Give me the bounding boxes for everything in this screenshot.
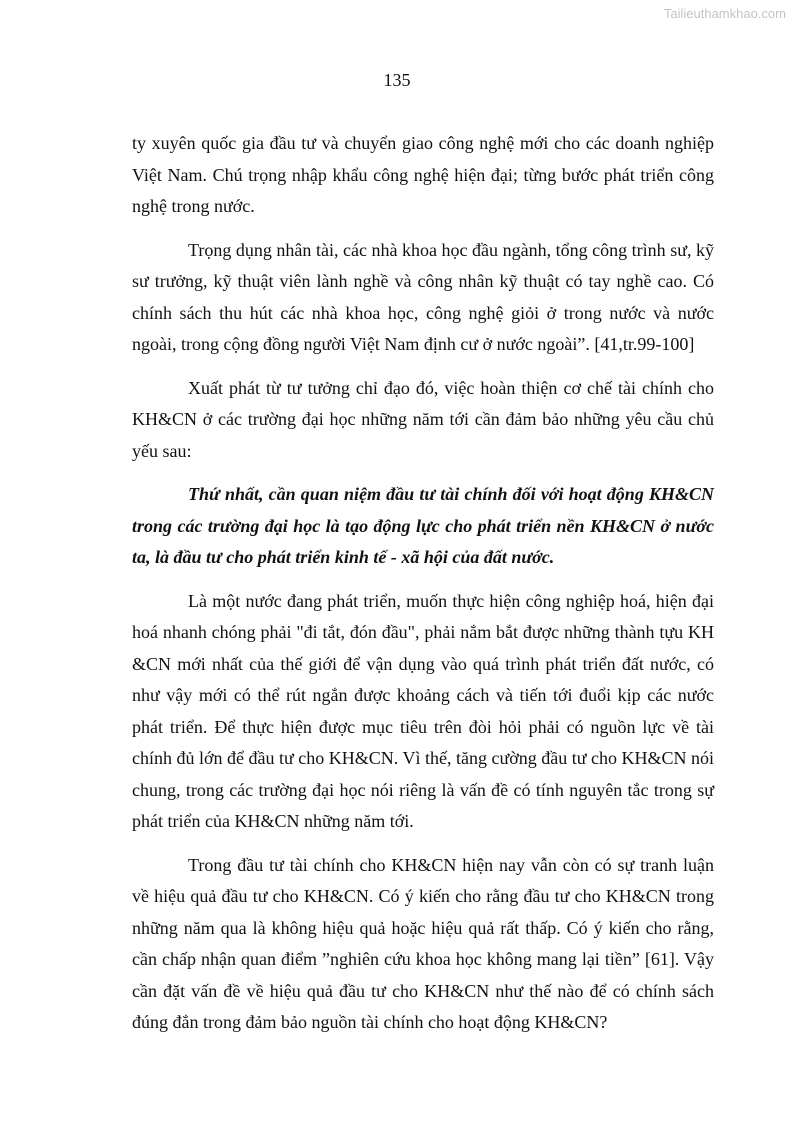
paragraph-body: Là một nước đang phát triển, muốn thực hiện công nghiệp hoá, hiện đại hoá nhanh chóng phải "đi tắt, đón đầu", phải nắm bắt được những thành tựu KH &CN mới nhất của thế giới để vận dụng vào quá trình phát triển đất nước, có như vậy mới có thể rút ngắn được khoảng cách và tiến tới đuổi kịp các nước phát triển. Để thực hiện được mục tiêu trên đòi hỏi phải có nguồn lực về tài chính đủ lớn để đầu tư cho KH&CN. Vì thế, tăng cường đầu tư cho KH&CN nói chung, trong các trường đại học nói riêng là vấn đề có tính nguyên tắc trong sự phát triển của KH&CN những năm tới. — [132, 590, 714, 831]
paragraph-intro: Xuất phát từ tư tưởng chỉ đạo đó, việc hoàn thiện cơ chế tài chính cho KH&CN ở các trường đại học những năm tới cần đảm bảo những yêu cầu chủ yếu sau: — [132, 377, 714, 461]
paragraph-body: Trong đầu tư tài chính cho KH&CN hiện nay vẫn còn có sự tranh luận về hiệu quả đầu tư cho KH&CN. Có ý kiến cho rằng đầu tư cho KH&CN trong những năm qua là không hiệu quả hoặc hiệu quả rất thấp. Có ý kiến cho rằng, cần chấp nhận quan điểm ”nghiên cứu khoa học không mang lại tiền” [61]. Vậy cần đặt vấn đề về hiệu quả đầu tư cho KH&CN như thế nào để có chính sách đúng đắn trong đảm bảo nguồn tài chính cho hoạt động KH&CN? — [132, 854, 714, 1032]
emphasis-heading: Thứ nhất, cần quan niệm đầu tư tài chính đối với hoạt động KH&CN trong các trường đại học là tạo động lực cho phát triển nền KH&CN ở nước ta, là đầu tư cho phát triển kinh tế - xã hội của đất nước. — [132, 484, 714, 567]
document-body — [132, 128, 714, 1051]
watermark: Tailieuthamkhao.com — [663, 6, 786, 21]
paragraph-continued: ty xuyên quốc gia đầu tư và chuyển giao công nghệ mới cho các doanh nghiệp Việt Nam. Chú trọng nhập khẩu công nghệ hiện đại; từng bước phát triển công nghệ trong nước. — [132, 133, 714, 216]
page-number: 135 — [383, 70, 411, 90]
paragraph-quote: Trọng dụng nhân tài, các nhà khoa học đầu ngành, tổng công trình sư, kỹ sư trưởng, kỹ thuật viên lành nghề và công nhân kỹ thuật có tay nghề cao. Có chính sách thu hút các nhà khoa học, công nghệ giỏi ở trong nước và nước ngoài, trong cộng đồng người Việt Nam định cư ở nước ngoài”. [41,tr.99-100] — [132, 239, 714, 354]
